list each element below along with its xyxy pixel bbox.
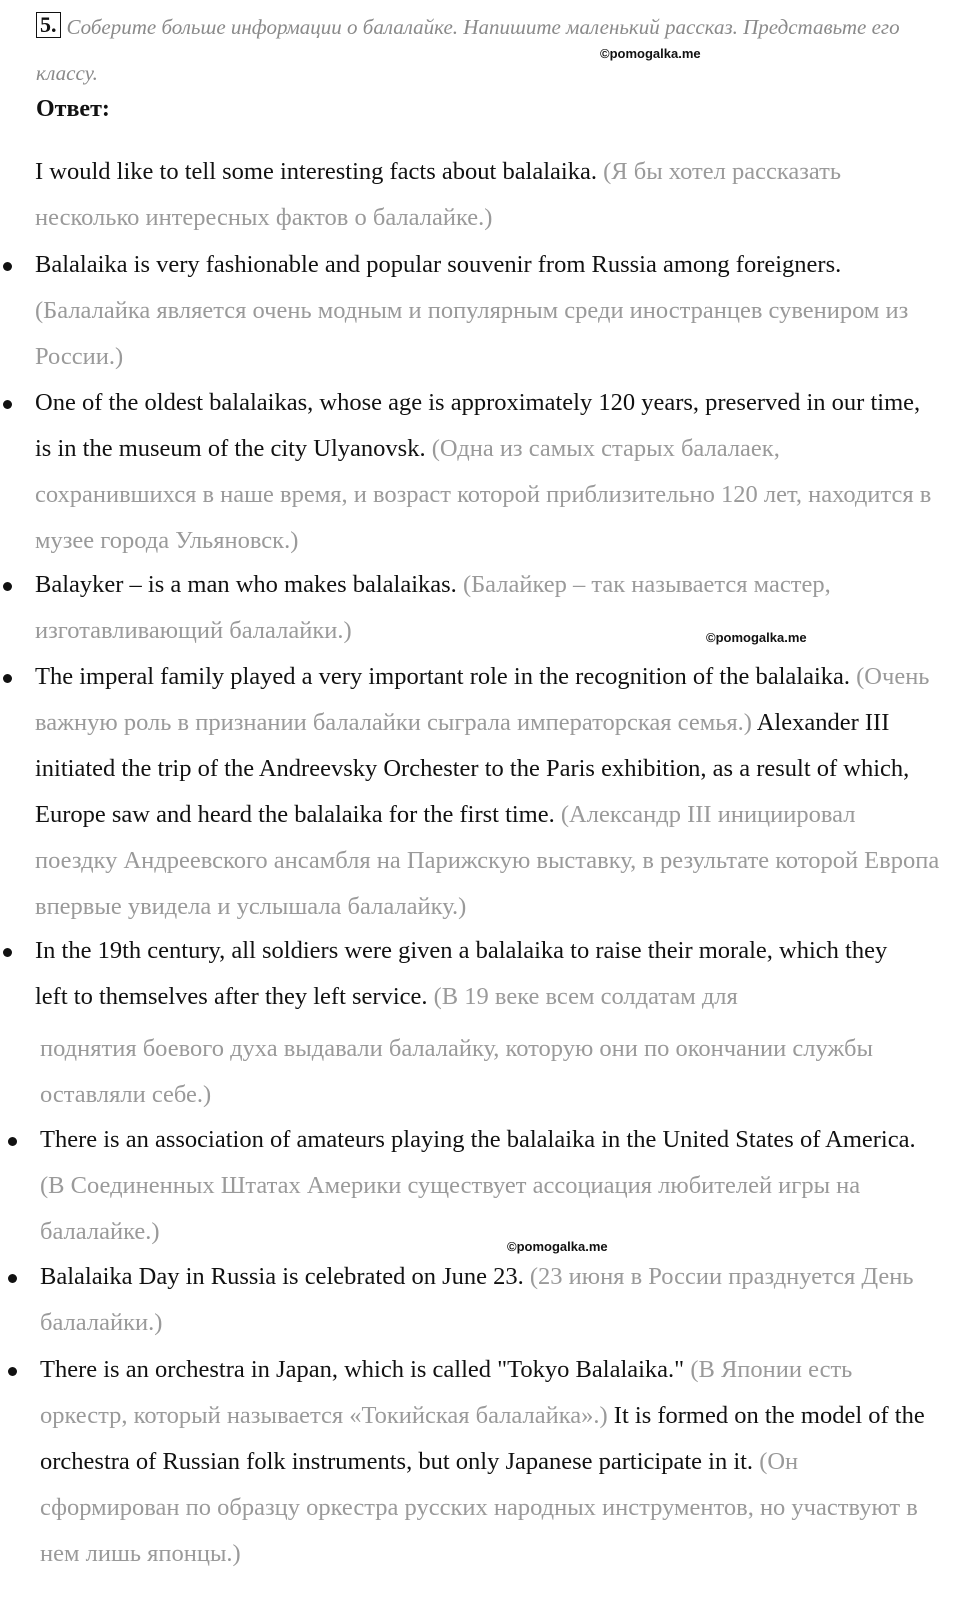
answer-label: Ответ:	[36, 96, 110, 122]
bullet-dot	[3, 262, 12, 271]
list-item	[40, 1117, 940, 1255]
intro-ru: (Я бы хотел рассказать несколько интересных фактов о балалайке.)	[35, 158, 842, 231]
item-en: Balayker – is a man who makes balalaikas.	[35, 571, 457, 598]
item-en: Balalaika Day in Russia is celebrated on June 23.	[40, 1263, 524, 1290]
bullet-dot	[8, 1137, 17, 1146]
item-ru: (В Японии есть оркестр, который называется «Токийская балалайка».)	[40, 1356, 853, 1429]
intro-en: I would like to tell some interesting facts about balalaika.	[35, 158, 597, 185]
task-prompt	[36, 4, 941, 96]
watermark: ©pomogalka.me	[600, 46, 701, 61]
list-item-continuation	[40, 1026, 950, 1118]
list-item	[35, 654, 940, 930]
item-ru: (Балалайка является очень модным и популярным среди иностранцев сувениром из России.)	[35, 297, 909, 370]
list-item	[40, 1254, 940, 1346]
intro-paragraph	[35, 149, 915, 241]
item-en: There is an orchestra in Japan, which is called "Tokyo Balalaika."	[40, 1356, 685, 1383]
item-ru: (Одна из самых старых балалаек, сохранившихся в наше время, и возраст которой приблизительно 120 лет, находится в музее города Ульяновск.)	[35, 435, 932, 554]
bullet-dot	[3, 582, 12, 591]
item-en: Balalaika is very fashionable and popular souvenir from Russia among foreigners.	[35, 251, 842, 278]
item-en: In the 19th century, all soldiers were given a balalaika to raise their morale, which they left to themselves after they left service.	[35, 937, 888, 1010]
item-en: The imperal family played a very important role in the recognition of the balalaika.	[35, 663, 851, 690]
watermark: ©pomogalka.me	[706, 630, 807, 645]
item-ru: (В 19 веке всем солдатам для	[433, 983, 738, 1010]
list-item	[35, 242, 935, 380]
item-en: One of the oldest balalaikas, whose age is approximately 120 years, preserved in our time, is in the museum of the city Ulyanovsk.	[35, 389, 921, 462]
task-number: 5.	[36, 12, 61, 38]
item-ru-continued: (Александр III инициировал поездку Андреевского ансамбля на Парижскую выставку, в результате которой Европа впервые увидела и услышала балалайку.)	[35, 801, 940, 920]
list-item	[35, 380, 940, 564]
item-ru: (В Соединенных Штатах Америки существует ассоциация любителей игры на балалайке.)	[40, 1172, 861, 1245]
watermark: ©pomogalka.me	[507, 1239, 608, 1254]
item-ru-continued: поднятия боевого духа выдавали балалайку, которую они по окончании службы оставляли себе.)	[40, 1035, 873, 1108]
bullet-dot	[3, 674, 12, 683]
item-ru: (23 июня в России празднуется День балалайки.)	[40, 1263, 914, 1336]
item-en: There is an association of amateurs playing the balalaika in the United States of America.	[40, 1126, 916, 1153]
list-item	[35, 928, 915, 1020]
bullet-dot	[3, 400, 12, 409]
task-text: Соберите больше информации о балалайке. Напишите маленький рассказ. Представьте его классу.	[36, 15, 900, 85]
item-en-continued: It is formed on the model of the orchestra of Russian folk instruments, but only Japanese participate in it.	[40, 1402, 925, 1475]
item-ru: (Балайкер – так называется мастер, изготавливающий балалайки.)	[35, 571, 831, 644]
item-en-continued: Alexander III initiated the trip of the Andreevsky Orchester to the Paris exhibition, as a result of which, Europe saw and heard the balalaika for the first time.	[35, 709, 910, 828]
item-ru: (Очень важную роль в признании балалайки сыграла императорская семья.)	[35, 663, 930, 736]
bullet-dot	[8, 1367, 17, 1376]
list-item	[40, 1347, 940, 1577]
item-ru-continued: (Он сформирован по образцу оркестра русских народных инструментов, но участвуют в нем лишь японцы.)	[40, 1448, 918, 1567]
bullet-dot	[3, 948, 12, 957]
bullet-dot	[8, 1274, 17, 1283]
